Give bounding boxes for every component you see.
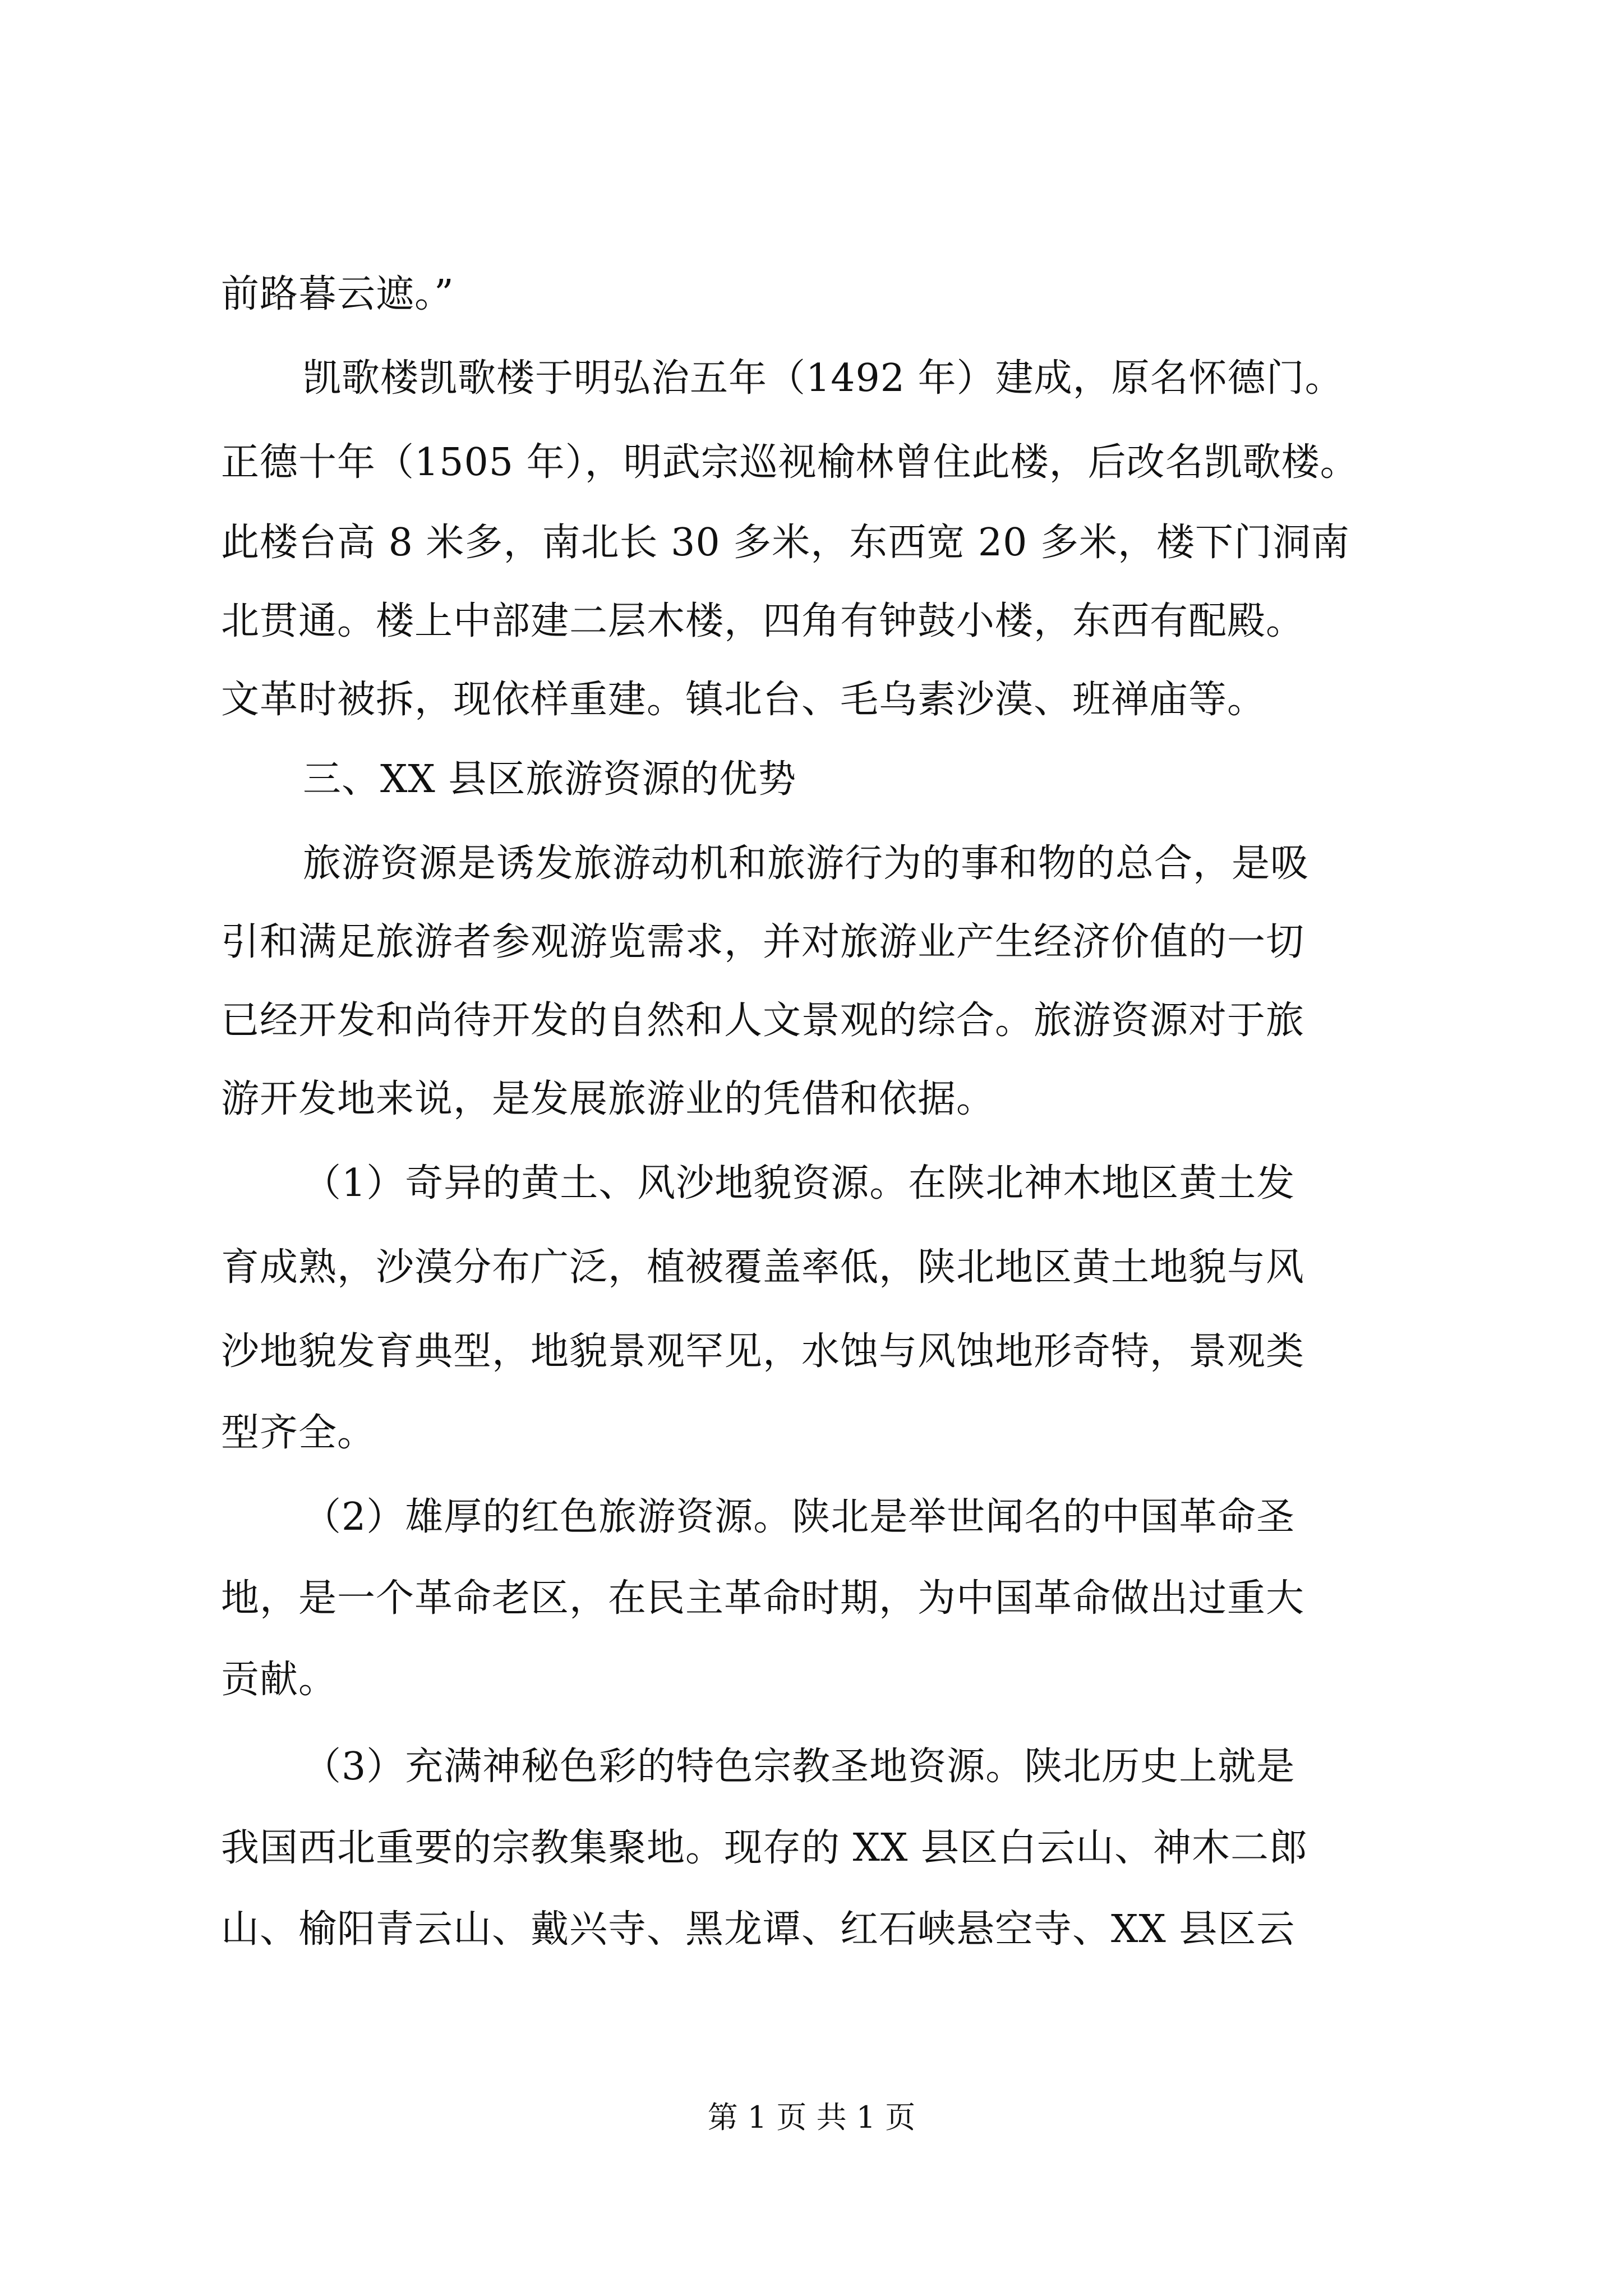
text-line: 文革时被拆，现依样重建。镇北台、毛乌素沙漠、班禅庙等。 — [221, 678, 1266, 722]
text-line: 此楼台高 8 米多，南北长 30 多米，东西宽 20 多米，楼下门洞南 — [221, 521, 1350, 565]
text-line: 贡献。 — [221, 1658, 338, 1702]
text-line: 旅游资源是诱发旅游动机和旅游行为的事和物的总合，是吸 — [303, 841, 1310, 886]
text-line: 凯歌楼凯歌楼于明弘治五年（1492 年）建成，原名怀德门。 — [303, 356, 1344, 401]
text-line: 正德十年（1505 年），明武宗巡视榆林曾住此楼，后改名凯歌楼。 — [221, 440, 1359, 485]
text-line: 北贯通。楼上中部建二层木楼，四角有钟鼓小楼，东西有配殿。 — [221, 599, 1305, 643]
text-line: 育成熟，沙漠分布广泛，植被覆盖率低，陕北地区黄土地貌与风 — [221, 1245, 1305, 1290]
text-line: 前路暮云遮。” — [221, 272, 454, 316]
text-line: 山、榆阳青云山、戴兴寺、黑龙谭、红石峡悬空寺、XX 县区云 — [221, 1907, 1295, 1952]
text-line: 游开发地来说，是发展旅游业的凭借和依据。 — [221, 1077, 995, 1121]
page-number-footer: 第 1 页 共 1 页 — [707, 2100, 916, 2135]
section-heading: 三、XX 县区旅游资源的优势 — [303, 757, 797, 802]
text-line: 地，是一个革命老区，在民主革命时期，为中国革命做出过重大 — [221, 1576, 1305, 1621]
text-line: 沙地貌发育典型，地貌景观罕见，水蚀与风蚀地形奇特，景观类 — [221, 1329, 1305, 1374]
text-line: 引和满足旅游者参观游览需求，并对旅游业产生经济价值的一切 — [221, 920, 1305, 964]
text-line: 已经开发和尚待开发的自然和人文景观的综合。旅游资源对于旅 — [221, 999, 1305, 1043]
text-line: （1）奇异的黄土、风沙地貌资源。在陕北神木地区黄土发 — [303, 1161, 1295, 1205]
text-line: 我国西北重要的宗教集聚地。现存的 XX 县区白云山、神木二郎 — [221, 1826, 1308, 1870]
text-line: （2）雄厚的红色旅游资源。陕北是举世闻名的中国革命圣 — [303, 1495, 1295, 1539]
text-line: 型齐全。 — [221, 1411, 376, 1455]
text-line: （3）充满神秘色彩的特色宗教圣地资源。陕北历史上就是 — [303, 1745, 1295, 1789]
